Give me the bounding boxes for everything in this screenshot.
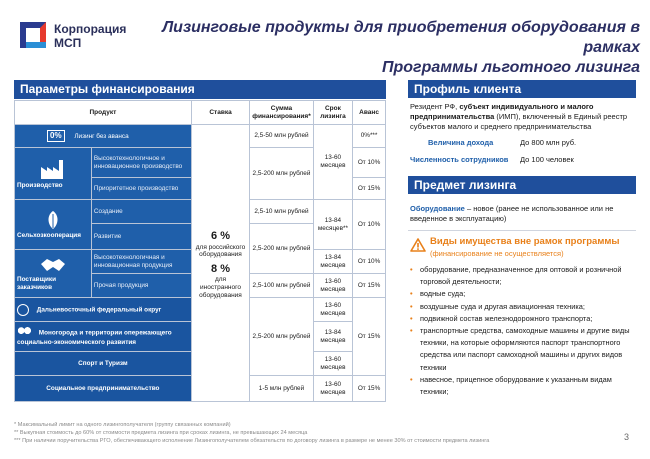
agri-category [15,200,92,250]
suppliers-sum2: 2,5-100 млн рублей [250,274,313,298]
production-sub-priority: Приоритетное производство [91,178,191,200]
people-icon [17,327,31,339]
subject-text [410,204,636,224]
agri-sub-develop: Развитие [91,224,191,250]
brand-logo [18,14,128,54]
globe-icon [17,304,29,316]
monocity-sum: 2,5-200 млн рублей [250,298,313,376]
zero-percent-icon: 0% [47,130,65,142]
client-text-a: Резидент РФ, [410,102,460,111]
no-advance-advance: 0%*** [353,125,386,148]
sport-term: 13-60 месяцев [313,352,352,376]
client-text-c: (ИМП), включенный в Единый реестр субъектов малого и среднего предпринимательства [410,112,628,131]
production-adv1: От 10% [353,148,386,178]
suppliers-sub-other: Прочая продукция [91,274,191,298]
monocity-cell [15,322,192,352]
rate-russian-desc-b: оборудования [199,251,242,259]
title-line1: Лизинговые продукты для приобретения оборудования в рамках [162,19,640,56]
footnotes [14,421,614,445]
col-advance: Аванс [353,101,386,125]
agri-sum2: 2,5-200 млн рублей [250,224,313,274]
col-product: Продукт [15,101,192,125]
production-label: Производство [17,181,63,189]
far-east-label: Дальневосточный федеральный округ [36,306,162,314]
rate-foreign-desc-b: оборудования [199,291,242,299]
agri-sub-create: Создание [91,200,191,224]
factory-icon [40,158,66,180]
suppliers-adv1: От 10% [353,250,386,274]
production-term: 13-60 месяцев [313,125,352,200]
page-title [150,18,640,78]
rate-russian-desc-a: для российского [195,243,246,251]
footnote-1: * Максимальный лимит на одного лизингополучателя (группу связанных компаний) [14,422,231,428]
sport-label: Спорт и Туризм [15,352,192,376]
handshake-icon [40,256,66,274]
table-header-row [15,101,386,125]
col-term: Срок лизинга [313,101,352,125]
warning-icon [410,238,426,252]
rate-foreign: 8 % [211,263,230,276]
list-item: • подвижной состав железнодорожного транспорта; [410,313,638,325]
income-value: До 800 млн руб. [520,138,577,147]
financing-params-header: Параметры финансирования [14,80,386,99]
agri-sum1: 2,5-10 млн рублей [250,200,313,224]
far-east-term: 13-60 месяцев [313,298,352,322]
client-text-b: субъект индивидуального и малого предпринимательства [410,102,594,121]
brand-name [54,22,126,50]
suppliers-term1: 13-84 месяцев [313,250,352,274]
monocity-adv: От 15% [353,298,386,376]
footnote-3: *** При наличии поручительства РГО, обеспечивающего исполнение Лизингополучателем обязательств по договору лизинга в размере не менее 30% от стоимости предмета лизинга [14,438,490,444]
list-item: • оборудование, предназначенное для оптовой и розничной торговой деятельности; [410,264,638,288]
subject-desc: – новое (ранее не использованное или не введенное в эксплуатацию) [410,204,614,223]
title-line2: Программы льготного лизинга [382,59,640,76]
staff-label: Численность сотрудников [410,155,509,164]
logo-mark-icon [18,20,48,50]
divider [408,230,636,231]
excluded-list [410,264,638,398]
social-adv: От 15% [353,376,386,402]
no-advance-label: Лизинг без аванса [74,133,129,141]
suppliers-label: Поставщики заказчиков [17,275,57,291]
brand-name-line1: Корпорация [54,22,127,36]
production-sub-hitech: Высокотехнологичное и инновационное производство [91,148,191,178]
excluded-title: Виды имущества вне рамок программы [430,236,620,247]
suppliers-category [15,250,92,298]
social-label: Социальное предпринимательство [15,376,192,402]
agri-label: Сельхозкооперация [17,231,81,239]
client-profile-header: Профиль клиента [408,80,636,98]
social-term: 13-60 месяцев [313,376,352,402]
subject-header: Предмет лизинга [408,176,636,194]
agri-term: 13-84 месяцев** [313,200,352,250]
leaf-icon [43,210,63,230]
brand-name-line2: МСП [54,36,82,50]
page-number: 3 [624,432,630,442]
suppliers-sub-hitech: Высокотехнологичная и инновационная продукция [91,250,191,274]
social-sum: 1-5 млн рублей [250,376,313,402]
production-category [15,148,92,200]
subject-label: Оборудование [410,204,465,213]
suppliers-adv2: От 15% [353,274,386,298]
monocity-term: 13-84 месяцев [313,322,352,352]
excluded-subtitle: (финансирование не осуществляется) [430,249,564,258]
income-label: Величина дохода [428,138,494,147]
footnote-2: ** Выкупная стоимость до 60% от стоимости предмета лизинга при сроках лизинга, не превышающих 24 месяца [14,430,308,436]
no-advance-sum: 2,5-50 млн рублей [250,125,313,148]
suppliers-term2: 13-60 месяцев [313,274,352,298]
agri-adv: От 10% [353,200,386,250]
production-adv2: От 15% [353,178,386,200]
list-item: • навесное, прицепное оборудование к указанным видам техники; [410,374,638,398]
client-profile-text [410,102,636,132]
rate-cell [191,125,249,402]
rate-russian: 6 % [211,230,230,243]
list-item: • воздушные суда и другая авиационная техника; [410,301,638,313]
list-item: • транспортные средства, самоходные машины и другие виды техники, на которые оформляются паспорт транспортного средства или паспорт самоходной машины и других видов техники [410,325,638,374]
table-row [15,125,386,148]
monocity-label: Моногорода и территории опережающего социально-экономического развития [17,329,172,346]
far-east-cell [15,298,192,322]
production-sum: 2,5-200 млн рублей [250,148,313,200]
no-advance-cell [15,125,192,148]
col-sum: Сумма финансирования* [250,101,313,125]
rate-foreign-desc-a: для иностранного [200,276,241,292]
staff-value: До 100 человек [520,155,574,164]
col-rate: Ставка [191,101,249,125]
financing-table [14,100,386,402]
list-item: • водные суда; [410,288,638,300]
